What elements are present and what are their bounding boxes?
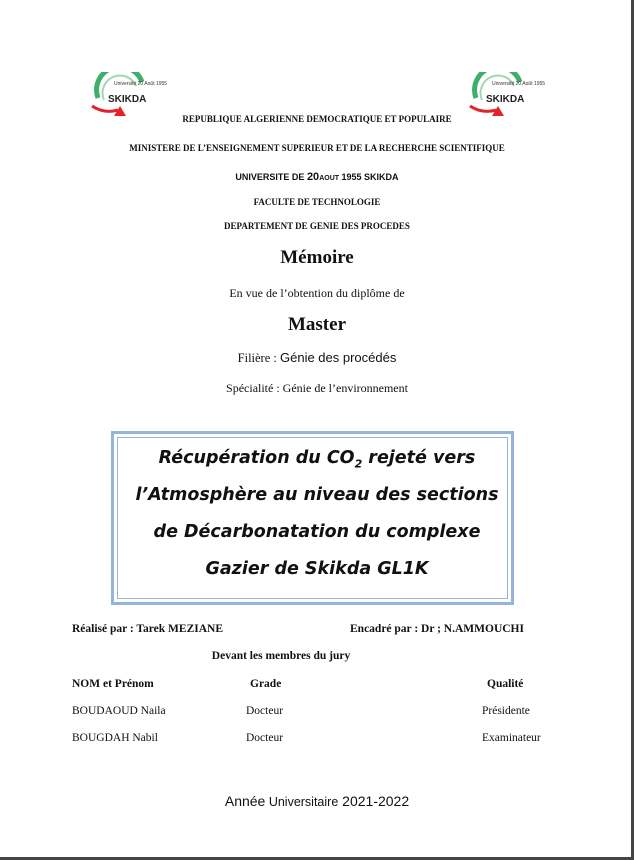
jury-header-nom: NOM et Prénom [72,678,154,690]
jury-row-2-qualite: Examinateur [482,732,541,744]
thesis-title-line-4: Gazier de Skikda GL1K [205,559,429,579]
header-republique: REPUBLIQUE ALGERIENNE DEMOCRATIQUE ET POPULAIRE [182,114,452,124]
jury-row-1-qualite: Présidente [482,705,530,717]
logo-arc-text: Université 20 Août 1955 [114,81,168,87]
filiere-label: Filière : [237,351,280,365]
jury-row-1-grade: Docteur [246,705,284,717]
logo-name: SKIKDA [486,94,525,105]
diplome-master: Master [287,314,347,335]
header-departement: DEPARTEMENT DE GENIE DES PROCEDES [224,221,410,231]
filiere-line [0,350,634,366]
specialite-line: Spécialité : Génie de l’environnement [226,381,408,395]
university-logo-left [84,72,168,118]
logo-name: SKIKDA [108,94,147,105]
annee-universitaire: Année Universitaire 2021-2022 [224,793,410,809]
jury-row-2-grade: Docteur [246,732,284,744]
en-vue-text: En vue de l’obtention du diplôme de [229,286,405,300]
header-faculte: FACULTE DE TECHNOLOGIE [253,197,381,207]
thesis-title-line-2: l’Atmosphère au niveau des sections [135,485,499,505]
realise-par: Réalisé par : Tarek MEZIANE [72,623,224,635]
jury-row-1-nom: BOUDAOUD Naila [72,705,166,717]
header-ministere: MINISTERE DE L’ENSEIGNEMENT SUPERIEUR ET DE LA RECHERCHE SCIENTIFIQUE [129,143,505,153]
logo-arc-text: Université 20 Août 1955 [492,81,546,87]
memoire-title: Mémoire [280,247,354,268]
jury-row-2-nom: BOUGDAH Nabil [72,732,158,744]
thesis-title-line-1: Récupération du $CO_2$ rejeté vers [158,448,476,471]
jury-heading: Devant les membres du jury [211,650,351,662]
encadre-par: Encadré par : Dr ; N.AMMOUCHI [350,623,524,635]
thesis-title-line-3: de Décarbonatation du complexe [153,522,481,542]
filiere-value: Génie des procédés [280,350,397,365]
jury-header-qualite: Qualité [487,678,524,690]
university-logo-right [462,72,546,118]
jury-header-grade: Grade [250,678,282,690]
header-universite: UNIVERSITE DE 20AOUT 1955 SKIKDA [235,171,399,183]
